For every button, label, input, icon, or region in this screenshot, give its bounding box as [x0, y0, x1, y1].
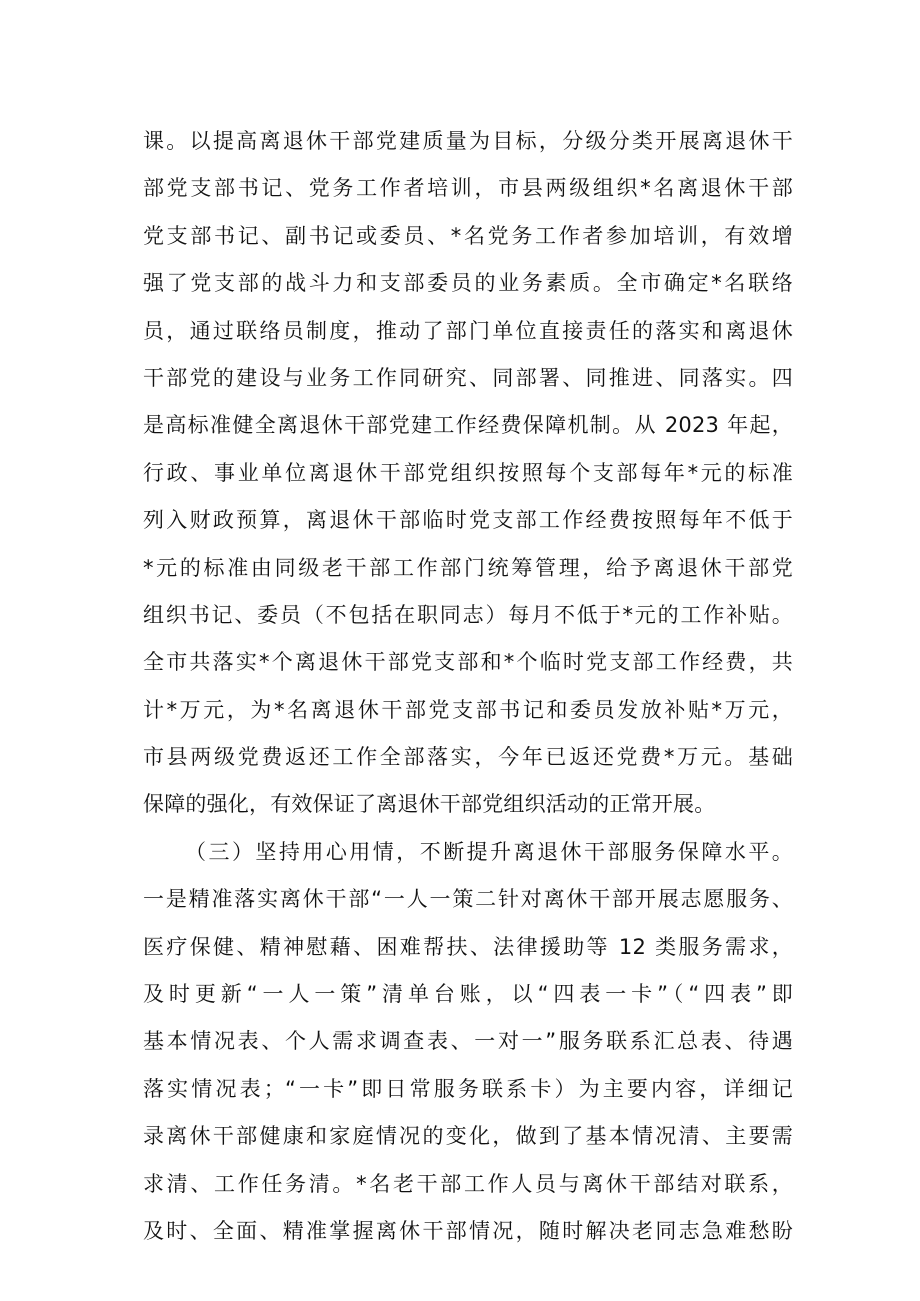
text-line: 干部党的建设与业务工作同研究、同部署、同推进、同落实。四: [143, 365, 793, 390]
text-line: 组织书记、委员（不包括在职同志）每月不低于*元的工作补贴。: [143, 602, 793, 627]
text-line: 基本情况表、个人需求调查表、一对一”服务联系汇总表、待遇: [143, 1029, 793, 1054]
text-line: 及时、全面、精准掌握离休干部情况，随时解决老同志急难愁盼: [143, 1218, 793, 1243]
body-text: [143, 118, 793, 1255]
text-line: 一是精准落实离休干部“一人一策二针对离休干部开展志愿服务、: [143, 887, 793, 912]
text-line: 全市共落实*个离退休干部党支部和*个临时党支部工作经费，共: [143, 650, 793, 675]
section-heading-line: （三）坚持用心用情，不断提升离退休干部服务保障水平。: [185, 839, 793, 864]
text-line: 部党支部书记、党务工作者培训，市县两级组织*名离退休干部: [143, 176, 793, 201]
text-line: 党支部书记、副书记或委员、*名党务工作者参加培训，有效增: [143, 223, 793, 248]
text-line: 求清、工作任务清。*名老干部工作人员与离休干部结对联系，: [143, 1171, 793, 1196]
text-line: 落实情况表；“一卡”即日常服务联系卡）为主要内容，详细记: [143, 1076, 793, 1101]
text-line: 员，通过联络员制度，推动了部门单位直接责任的落实和离退休: [143, 318, 793, 343]
text-line: 及时更新“一人一策”清单台账，以“四表一卡”（“四表”即: [143, 982, 793, 1007]
text-line: 行政、事业单位离退休干部党组织按照每个支部每年*元的标准: [143, 460, 793, 485]
text-line: 医疗保健、精神慰藉、困难帮扶、法律援助等 12 类服务需求，: [143, 934, 793, 959]
text-line: *元的标准由同级老干部工作部门统筹管理，给予离退休干部党: [143, 555, 793, 580]
text-line: 计*万元，为*名离退休干部党支部书记和委员发放补贴*万元，: [143, 697, 793, 722]
text-line: 列入财政预算，离退休干部临时党支部工作经费按照每年不低于: [143, 508, 793, 533]
text-line: 是高标准健全离退休干部党建工作经费保障机制。从 2023 年起，: [143, 413, 793, 438]
text-line: 强了党支部的战斗力和支部委员的业务素质。全市确定*名联络: [143, 271, 793, 296]
text-line: 录离休干部健康和家庭情况的变化，做到了基本情况清、主要需: [143, 1124, 793, 1149]
text-line: 保障的强化，有效保证了离退休干部党组织活动的正常开展。: [143, 792, 716, 817]
text-line: 课。以提高离退休干部党建质量为目标，分级分类开展离退休干: [143, 129, 793, 153]
text-line: 市县两级党费返还工作全部落实，今年已返还党费*万元。基础: [143, 745, 793, 770]
